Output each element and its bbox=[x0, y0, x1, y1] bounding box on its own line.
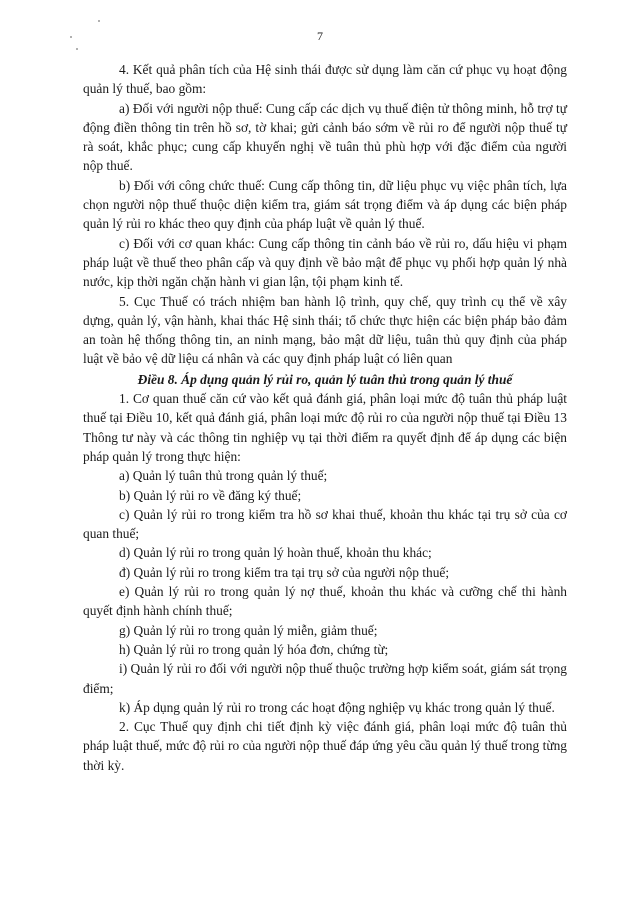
paragraph: 5. Cục Thuế có trách nhiệm ban hành lộ trình, quy chế, quy trình cụ thể về xây dựng, quản lý, vận hành, khai thác Hệ sinh thái; tổ chức thực hiện các biện pháp bảo đảm an toàn hệ thống thông tin, an ninh mạng, bảo mật dữ liệu, tuân thủ quy định của pháp luật về bảo vệ dữ liệu cá nhân và các quy định pháp luật có liên quan bbox=[83, 293, 567, 367]
scan-speck bbox=[76, 48, 78, 50]
paragraph: b) Đối với công chức thuế: Cung cấp thông tin, dữ liệu phục vụ việc phân tích, lựa chọn người nộp thuế thuộc diện kiểm tra, giám sát trọng điểm và áp dụng các biện pháp quản lý rủi ro khác theo quy định của pháp luật về quản lý thuế. bbox=[83, 177, 567, 232]
paragraph: c) Đối với cơ quan khác: Cung cấp thông tin cảnh báo về rủi ro, dấu hiệu vi phạm pháp luật về thuế theo phân cấp và quy định về bảo mật để phục vụ phối hợp quản lý nhà nước, kịp thời ngăn chặn hành vi gian lận, tội phạm kinh tế. bbox=[83, 235, 567, 290]
list-item: g) Quản lý rủi ro trong quản lý miễn, giảm thuế; bbox=[119, 622, 378, 638]
list-item: e) Quản lý rủi ro trong quản lý nợ thuế, khoản thu khác và cưỡng chế thi hành quyết định hành chính thuế; bbox=[83, 584, 567, 619]
list-item: đ) Quản lý rủi ro trong kiểm tra tại trụ sở của người nộp thuế; bbox=[119, 564, 450, 580]
paragraph: 1. Cơ quan thuế căn cứ vào kết quả đánh giá, phân loại mức độ tuân thủ pháp luật thuế tại Điều 10, kết quả đánh giá, phân loại mức độ rủi ro của người nộp thuế tại Điều 13 Thông tư này và các thông tin nghiệp vụ tại thời điểm ra quyết định để áp dụng các biện pháp quản lý trong thực hiện: bbox=[83, 391, 567, 464]
list-item: c) Quản lý rủi ro trong kiểm tra hồ sơ khai thuế, khoản thu khác tại trụ sở của cơ quan thuế; bbox=[83, 506, 567, 542]
list-item: d) Quản lý rủi ro trong quản lý hoàn thuế, khoản thu khác; bbox=[119, 545, 432, 561]
list-item: h) Quản lý rủi ro trong quản lý hóa đơn, chứng từ; bbox=[119, 641, 389, 657]
list-item: a) Quản lý tuân thủ trong quản lý thuế; bbox=[119, 468, 328, 484]
paragraph: a) Đối với người nộp thuế: Cung cấp các dịch vụ thuế điện tử thông minh, hỗ trợ tự động điền thông tin trên hồ sơ, tờ khai; gửi cảnh báo sớm về rủi ro để người nộp thuế tự rà soát, khắc phục; cung cấp khuyến nghị về tuân thủ phù hợp với đặc điểm của người nộp thuế. bbox=[83, 100, 567, 174]
article-title: Điều 8. Áp dụng quản lý rủi ro, quản lý tuân thủ trong quản lý thuế bbox=[137, 371, 513, 387]
scan-speck bbox=[98, 20, 100, 22]
list-item: b) Quản lý rủi ro về đăng ký thuế; bbox=[119, 487, 302, 503]
document-body bbox=[83, 60, 567, 775]
paragraph: 4. Kết quả phân tích của Hệ sinh thái được sử dụng làm căn cứ phục vụ hoạt động quản lý thuế, bao gồm: bbox=[83, 62, 567, 97]
list-item: k) Áp dụng quản lý rủi ro trong các hoạt động nghiệp vụ khác trong quản lý thuế. bbox=[119, 699, 555, 715]
page-number: 7 bbox=[317, 29, 323, 43]
paragraph: 2. Cục Thuế quy định chi tiết định kỳ việc đánh giá, phân loại mức độ tuân thủ pháp luật thuế, mức độ rủi ro của người nộp thuế đáp ứng yêu cầu quản lý thuế trong từng thời kỳ. bbox=[83, 719, 567, 773]
list-item: i) Quản lý rủi ro đối với người nộp thuế thuộc trường hợp kiểm soát, giám sát trọng điểm; bbox=[83, 661, 567, 696]
